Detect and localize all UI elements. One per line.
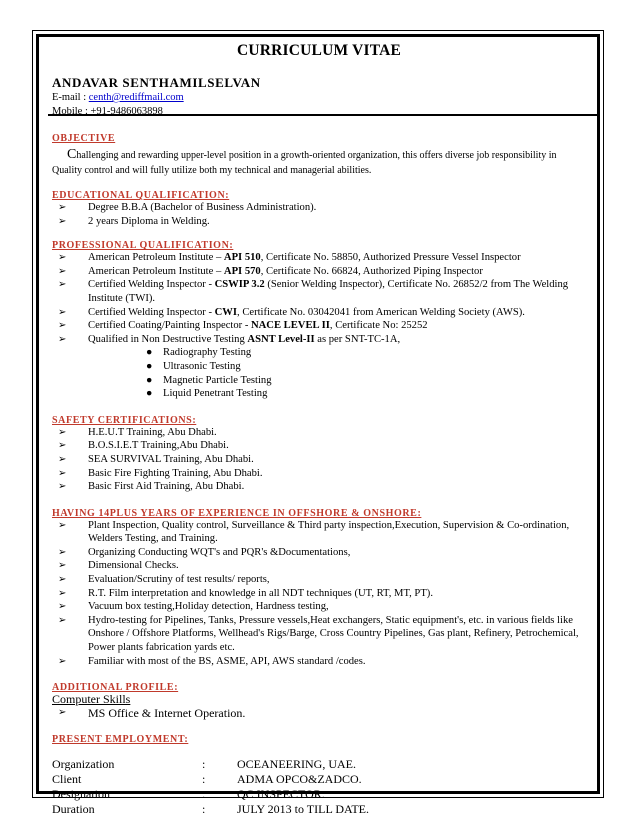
arrow-bullet-icon: ➢ bbox=[58, 279, 67, 291]
list-item: ➢ Dimensional Checks. bbox=[58, 560, 179, 572]
list-item: ➢ MS Office & Internet Operation. bbox=[58, 706, 246, 721]
education-heading: EDUCATIONAL QUALIFICATION: bbox=[52, 190, 230, 201]
list-item: ➢ Vacuum box testing,Holiday detection, Hardness testing, bbox=[58, 601, 329, 613]
arrow-bullet-icon: ➢ bbox=[58, 453, 67, 465]
arrow-bullet-icon: ➢ bbox=[58, 467, 67, 479]
list-item: ➢ Organizing Conducting WQT's and PQR's &Documentations, bbox=[58, 546, 351, 558]
objective-text bbox=[52, 147, 586, 178]
list-item: ➢ R.T. Film interpretation and knowledge in all NDT techniques (UT, RT, MT, PT). bbox=[58, 587, 433, 599]
list-item: ➢ Basic Fire Fighting Training, Abu Dhabi. bbox=[58, 467, 263, 479]
employment-table bbox=[52, 757, 369, 817]
arrow-bullet-icon: ➢ bbox=[58, 320, 67, 332]
list-item: ➢ Hydro-testing for Pipelines, Tanks, Pressure vessels,Heat exchangers, Static equipment's, etc. in various fields like Onshore / Offshore Platforms, Wellhead's Rigs/Barge, Cross Country Pipelines, Gas plant, Refinery, Petrochemical, Power plants fabrication yards etc. bbox=[58, 614, 579, 654]
arrow-bullet-icon: ➢ bbox=[58, 202, 67, 213]
list-item: ➢ Familiar with most of the BS, ASME, API, AWS standard /codes. bbox=[58, 655, 366, 667]
document-title: CURRICULUM VITAE bbox=[236, 42, 402, 59]
safety-list bbox=[52, 426, 586, 494]
ndt-methods-list bbox=[52, 346, 586, 400]
experience-list bbox=[52, 519, 586, 669]
skills-list bbox=[52, 706, 586, 720]
list-item: ➢ Certified Welding Inspector - CSWIP 3.2 (Senior Welding Inspector), Certificate No. 26852/2 from The Welding Institute (TWI). bbox=[58, 279, 569, 304]
arrow-bullet-icon: ➢ bbox=[58, 560, 67, 572]
email-label: E-mail : bbox=[52, 92, 89, 103]
table-row: Duration : JULY 2013 to TILL DATE. bbox=[52, 802, 370, 817]
candidate-name: ANDAVAR SENTHAMILSELVAN bbox=[52, 75, 261, 90]
arrow-bullet-icon: ➢ bbox=[58, 215, 67, 227]
safety-heading: SAFETY CERTIFICATIONS: bbox=[52, 414, 197, 426]
arrow-bullet-icon: ➢ bbox=[58, 587, 67, 599]
arrow-bullet-icon: ➢ bbox=[58, 440, 67, 452]
dot-bullet-icon: ● bbox=[146, 388, 153, 400]
list-item: ➢ American Petroleum Institute – API 510, Certificate No. 58850, Authorized Pressure Vessel Inspector bbox=[58, 252, 521, 264]
list-item: ➢ Basic First Aid Training, Abu Dhabi. bbox=[58, 481, 245, 493]
list-item: ➢ Plant Inspection, Quality control, Surveillance & Third party inspection,Execution, Supervision & Co-ordination, Welders Testing, and Training. bbox=[58, 519, 570, 545]
arrow-bullet-icon: ➢ bbox=[58, 519, 67, 531]
arrow-bullet-icon: ➢ bbox=[58, 252, 67, 264]
table-row: Client : ADMA OPCO&ZADCO. bbox=[52, 772, 362, 787]
list-item: ➢ American Petroleum Institute – API 570, Certificate No. 66824, Authorized Piping Inspector bbox=[58, 265, 483, 277]
list-item: ● Radiography Testing bbox=[146, 347, 252, 359]
dot-bullet-icon: ● bbox=[146, 360, 153, 372]
email-line bbox=[52, 91, 586, 105]
computer-skills-label: Computer Skills bbox=[52, 692, 131, 707]
arrow-bullet-icon: ➢ bbox=[58, 265, 67, 277]
experience-heading: HAVING 14PLUS YEARS OF EXPERIENCE IN OFFSHORE & ONSHORE: bbox=[52, 507, 422, 519]
arrow-bullet-icon: ➢ bbox=[58, 333, 67, 345]
arrow-bullet-icon: ➢ bbox=[58, 574, 67, 586]
list-item: ● Ultrasonic Testing bbox=[146, 360, 241, 372]
professional-heading: PROFESSIONAL QUALIFICATION: bbox=[52, 240, 234, 252]
list-item: ➢ Certified Coating/Painting Inspector - NACE LEVEL II, Certificate No: 25252 bbox=[58, 320, 428, 332]
arrow-bullet-icon: ➢ bbox=[58, 306, 67, 318]
additional-heading: ADDITIONAL PROFILE: bbox=[52, 682, 179, 694]
list-item: ➢ Evaluation/Scrutiny of test results/ reports, bbox=[58, 574, 270, 586]
arrow-bullet-icon: ➢ bbox=[58, 601, 67, 613]
list-item: ● Liquid Penetrant Testing bbox=[146, 388, 268, 400]
list-item: ➢ Qualified in Non Destructive Testing ASNT Level-II as per SNT-TC-1A, bbox=[58, 333, 401, 345]
table-row: Organization : OCEANEERING, UAE. bbox=[52, 757, 356, 772]
dot-bullet-icon: ● bbox=[146, 374, 153, 386]
objective-body: hallenging and rewarding upper-level position in a growth-oriented organization, this offers diverse job responsibility in Quality control and will fully utilize both my technical and managerial abilities. bbox=[52, 150, 557, 176]
list-item: ➢ B.O.S.I.E.T Training,Abu Dhabi. bbox=[58, 440, 229, 452]
table-row: Designation : QC INSPECTOR. bbox=[52, 787, 325, 802]
objective-first-letter: C bbox=[67, 147, 77, 162]
email-link[interactable]: centh@rediffmail.com bbox=[88, 92, 184, 103]
employment-heading: PRESENT EMPLOYMENT: bbox=[52, 734, 189, 746]
professional-list bbox=[52, 251, 586, 346]
list-item: ➢ Degree B.B.A (Bachelor of Business Administration). bbox=[58, 202, 317, 213]
dot-bullet-icon: ● bbox=[146, 347, 153, 359]
resume-page bbox=[52, 42, 586, 817]
arrow-bullet-icon: ➢ bbox=[58, 546, 67, 558]
list-item: ➢ Certified Welding Inspector - CWI, Certificate No. 03042041 from American Welding Society (AWS). bbox=[58, 306, 525, 318]
arrow-bullet-icon: ➢ bbox=[58, 707, 67, 719]
list-item: ➢ H.E.U.T Training, Abu Dhabi. bbox=[58, 426, 217, 438]
education-list bbox=[52, 201, 586, 228]
arrow-bullet-icon: ➢ bbox=[58, 655, 67, 667]
list-item: ➢ SEA SURVIVAL Training, Abu Dhabi. bbox=[58, 453, 254, 465]
list-item: ● Magnetic Particle Testing bbox=[146, 374, 272, 386]
list-item: ➢ 2 years Diploma in Welding. bbox=[58, 215, 210, 227]
arrow-bullet-icon: ➢ bbox=[58, 614, 67, 626]
arrow-bullet-icon: ➢ bbox=[58, 426, 67, 438]
mobile-line: Mobile : +91-9486063898 bbox=[52, 106, 163, 117]
arrow-bullet-icon: ➢ bbox=[58, 481, 67, 493]
objective-heading: OBJECTIVE bbox=[52, 133, 116, 144]
